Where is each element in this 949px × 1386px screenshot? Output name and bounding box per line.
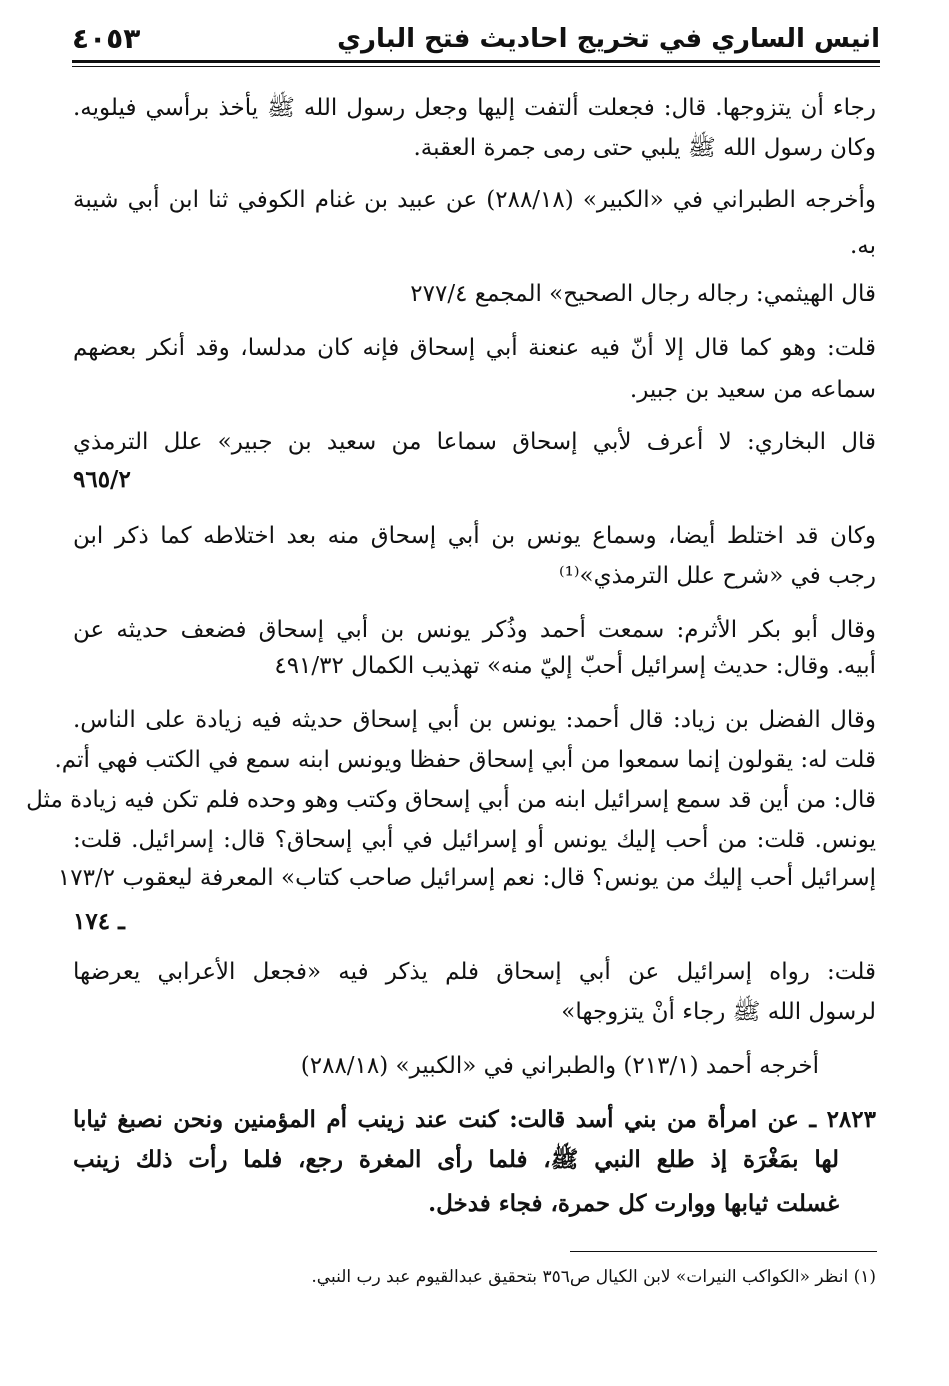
- text-line: به.: [849, 233, 876, 259]
- text-line: ٢٨٢٣ ـ عن امرأة من بني أسد قالت: كنت عند زينب أم المؤمنين ونحن نصبغ ثيابا: [73, 1106, 876, 1133]
- text-line: ٩٦٥/٢: [73, 466, 131, 493]
- page-number: ٤٠٥٣: [72, 22, 141, 55]
- text-line: قال الهيثمي: رجاله رجال الصحيح» المجمع ٢٧٧/٤: [410, 281, 876, 307]
- text-line: لها بمَغْرَة إذ طلع النبي ﷺ، فلما رأى المغرة رجع، فلما رأت ذلك زينب: [73, 1146, 839, 1173]
- text-line: أخرجه أحمد (٢١٣/١) والطبراني في «الكبير» (٢٨٨/١٨): [300, 1053, 819, 1079]
- text-line: وكان قد اختلط أيضا، وسماع يونس بن أبي إسحاق منه بعد اختلاطه كما ذكر ابن: [73, 523, 876, 549]
- text-line: رجاء أن يتزوجها. قال: فجعلت ألتفت إليها وجعل رسول الله ﷺ يأخذ برأسي فيلويه.: [73, 95, 876, 121]
- header-rule-thick: [72, 60, 880, 63]
- text-line: قال البخاري: لا أعرف لأبي إسحاق سماعا من سعيد بن جبير» علل الترمذي: [73, 429, 876, 455]
- footnote: (١) انظر «الكواكب النيرات» لابن الكيال ص٣٥٦ بتحقيق عبدالقيوم عبد رب النبي.: [311, 1267, 876, 1287]
- text-line: ـ ١٧٤: [73, 908, 125, 935]
- text-line: وقال أبو بكر الأثرم: سمعت أحمد وذُكر يونس بن أبي إسحاق فضعف حديثه عن: [73, 617, 876, 643]
- text-line: قلت: وهو كما قال إلا أنّ فيه عنعنة أبي إسحاق فإنه كان مدلسا، وقد أنكر بعضهم: [73, 335, 876, 361]
- text-line: قلت له: يقولون إنما سمعوا من أبي إسحاق حفظا ويونس ابنه سمع في الكتب فهي أتم.: [54, 747, 876, 773]
- text-line: إسرائيل أحب إليك من يونس؟ قال: نعم إسرائيل صاحب كتاب» المعرفة ليعقوب ١٧٣/٢: [57, 865, 876, 891]
- footnote-separator: [570, 1251, 877, 1252]
- text-line: رجب في «شرح علل الترمذي»⁽¹⁾: [559, 563, 876, 589]
- text-line: يونس. قلت: من أحب إليك يونس أو إسرائيل في أبي إسحاق؟ قال: إسرائيل. قلت:: [73, 827, 876, 853]
- text-line: أبيه. وقال: حديث إسرائيل أحبّ إليّ منه» تهذيب الكمال ٤٩١/٣٢: [274, 653, 876, 679]
- text-line: غسلت ثيابها ووارت كل حمرة، فجاء فدخل.: [428, 1190, 839, 1217]
- header-rule-thin: [72, 66, 880, 67]
- text-line: وكان رسول الله ﷺ يلبي حتى رمى جمرة العقبة.: [413, 135, 876, 161]
- text-line: لرسول الله ﷺ رجاء أنْ يتزوجها»: [561, 999, 876, 1025]
- running-title: انيس الساري في تخريج احاديث فتح الباري: [337, 24, 880, 54]
- text-line: وقال الفضل بن زياد: قال أحمد: يونس بن أبي إسحاق حديثه فيه زيادة على الناس.: [73, 707, 876, 733]
- text-line: قال: من أين قد سمع إسرائيل ابنه من أبي إسحاق وكتب وهو وحده فلم تكن فيه زيادة مثل: [26, 787, 876, 813]
- text-line: قلت: رواه إسرائيل عن أبي إسحاق فلم يذكر فيه «فجعل الأعرابي يعرضها: [73, 959, 876, 985]
- text-line: وأخرجه الطبراني في «الكبير» (٢٨٨/١٨) عن عبيد بن غنام الكوفي ثنا ابن أبي شيبة: [73, 187, 876, 213]
- text-line: سماعه من سعيد بن جبير.: [629, 377, 876, 403]
- page-header: [72, 18, 880, 62]
